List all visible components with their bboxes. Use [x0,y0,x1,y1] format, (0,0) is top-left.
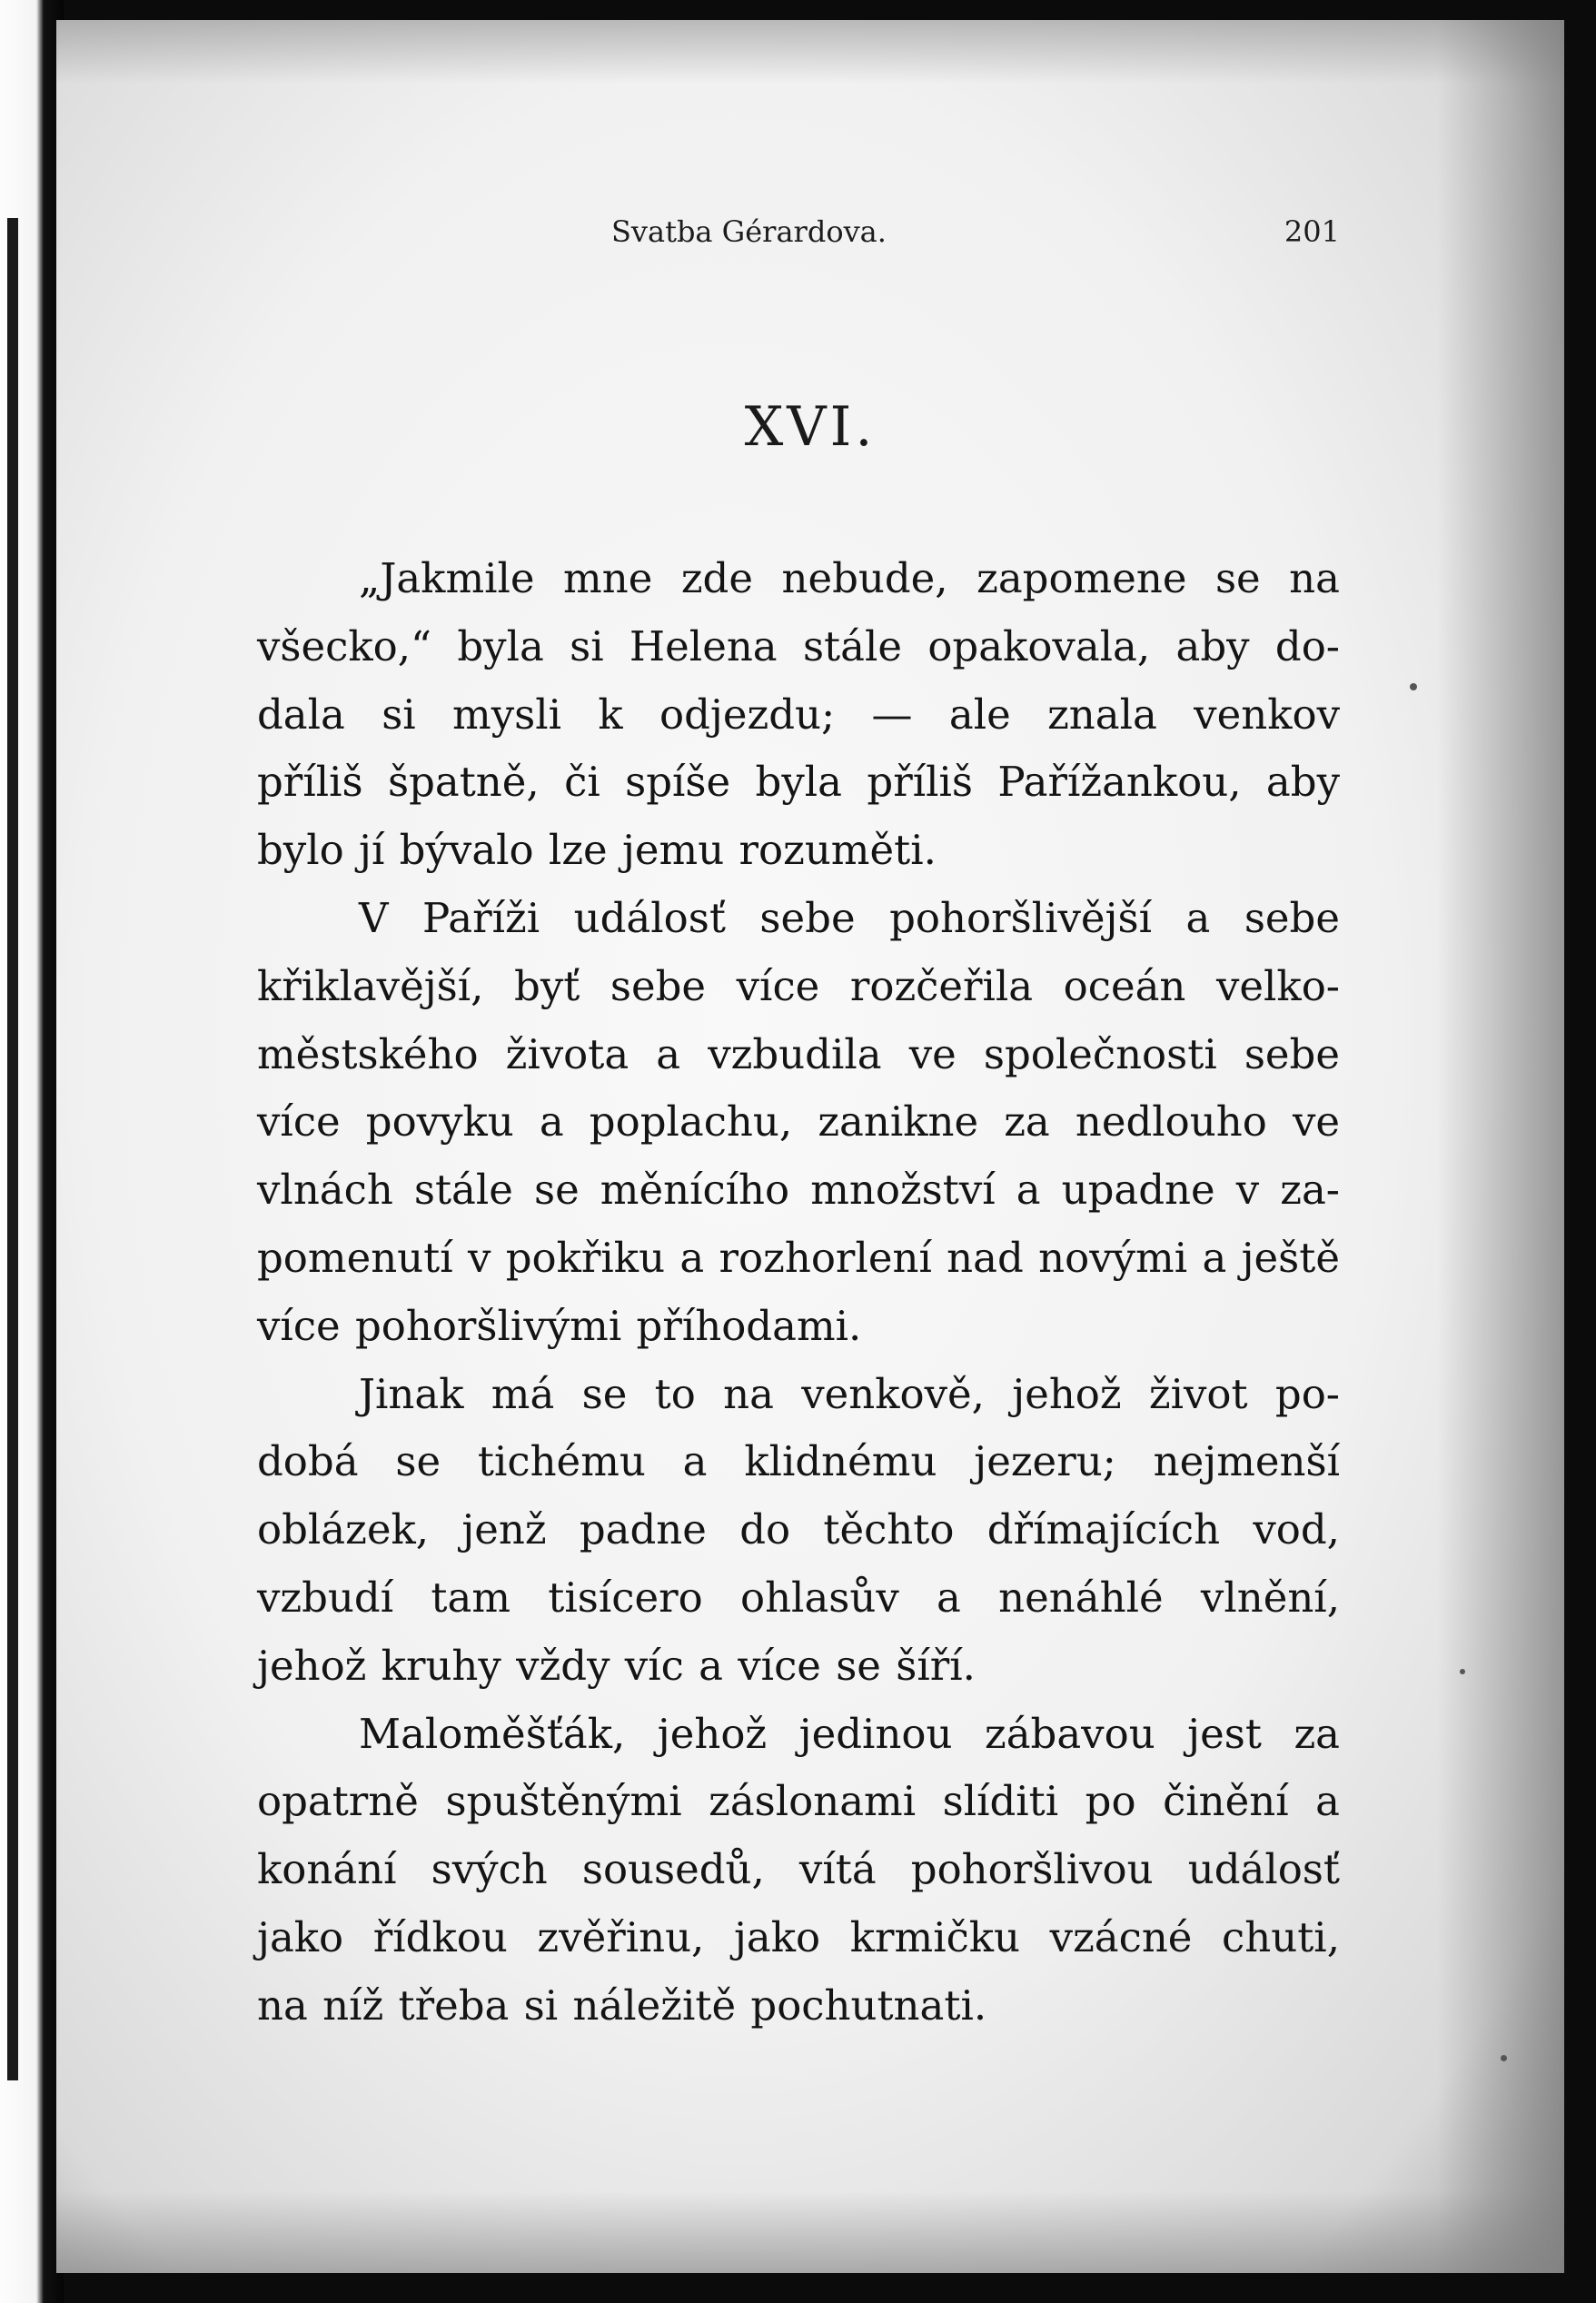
text-line: konání svých sousedů, vítá pohoršlivou událosť [257,1845,1340,1894]
text-line: Jinak má se to na venkově, jehož život po- [359,1369,1340,1418]
page-shadow-bottom [56,2191,1564,2273]
text-line: vlnách stále se měnícího množství a upadne v za- [257,1166,1340,1215]
binding-edge [7,218,18,2080]
text-line: opatrně spuštěnými záslonami slíditi po činění a [257,1777,1340,1826]
text-line: oblázek, jenž padne do těchto dřímajících vod, [257,1505,1340,1554]
paper-speck [1410,683,1417,690]
text-line: jako řídkou zvěřinu, jako krmičku vzácné chuti, [257,1912,1340,1961]
text-line: jehož kruhy vždy víc a více se šíří. [257,1641,976,1690]
text-line: více pohoršlivými příhodami. [257,1301,862,1350]
text-line: na níž třeba si náležitě pochutnati. [257,1980,987,2030]
page-number: 201 [1284,214,1340,249]
paper-speck [1501,2055,1507,2061]
text-line: všecko,“ byla si Helena stále opakovala, aby do- [257,621,1340,670]
text-line: dobá se tichému a klidnému jezeru; nejmenší [257,1437,1340,1486]
text-line: více povyku a poplachu, zanikne za nedlouho ve [257,1097,1340,1147]
text-line: příliš špatně, či spíše byla příliš Pařížankou, aby [257,758,1340,807]
running-title: Svatba Gérardova. [611,214,887,249]
text-line: bylo jí bývalo lze jemu rozuměti. [257,826,937,875]
text-line: městského života a vzbudila ve společnosti sebe [257,1029,1340,1078]
chapter-heading: XVI. [744,395,877,459]
body-text [257,545,1340,2040]
text-line: pomenutí v pokřiku a rozhorlení nad novými a ještě [257,1233,1340,1282]
text-line: V Paříži událosť sebe pohoršlivější a sebe [359,893,1340,942]
page-shadow-top [56,20,1564,84]
text-line: „Jakmile mne zde nebude, zapomene se na [359,554,1340,602]
text-line: dala si mysli k odjezdu; — ale znala venkov [257,690,1340,739]
text-line: Maloměšťák, jehož jedinou zábavou jest za [359,1709,1340,1758]
text-line: vzbudí tam tisícero ohlasův a nenáhlé vlnění, [257,1573,1340,1622]
page-shadow-right [1437,20,1564,2273]
text-line: křiklavější, byť sebe více rozčeřila oceán velko- [257,961,1340,1010]
running-head [551,209,1340,260]
paper-speck [1460,1669,1465,1674]
